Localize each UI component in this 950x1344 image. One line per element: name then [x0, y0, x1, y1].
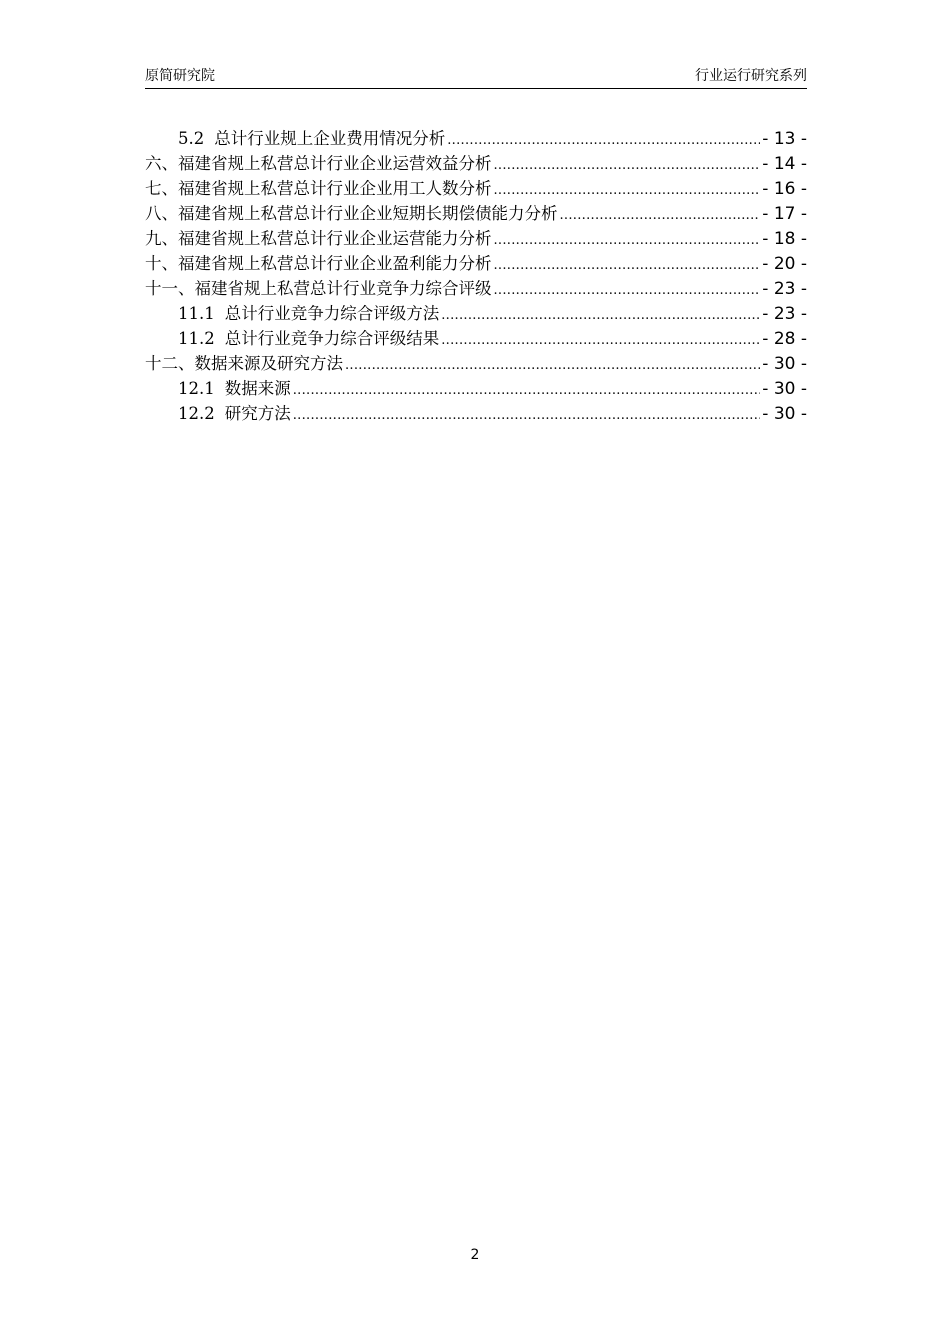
- toc-dot-leader: [447, 128, 760, 153]
- toc-entry-title: 十二、数据来源及研究方法: [145, 354, 343, 373]
- toc-entry-title: 数据来源: [224, 379, 291, 398]
- toc-entry-page: - 30 -: [762, 404, 807, 424]
- toc-dot-leader: [441, 328, 760, 353]
- toc-dot-leader: [494, 253, 761, 278]
- toc-entry-page: - 20 -: [762, 254, 807, 274]
- header-series-title: 行业运行研究系列: [695, 68, 807, 84]
- toc-entry-page: - 28 -: [762, 329, 807, 349]
- toc-entry-number: 11.1: [178, 304, 215, 323]
- toc-entry-title: 十、福建省规上私营总计行业企业盈利能力分析: [145, 254, 492, 273]
- toc-entry-number: 11.2: [178, 329, 215, 348]
- toc-entry-7[interactable]: [145, 176, 807, 201]
- toc-entry-5-2[interactable]: [145, 126, 807, 151]
- toc-dot-leader: [560, 203, 761, 228]
- toc-entry-title: 总计行业竞争力综合评级方法: [224, 304, 440, 323]
- toc-entry-page: - 23 -: [762, 279, 807, 299]
- toc-entry-page: - 23 -: [762, 304, 807, 324]
- toc-entry-title: 九、福建省规上私营总计行业企业运营能力分析: [145, 229, 492, 248]
- toc-entry-page: - 17 -: [762, 204, 807, 224]
- table-of-contents: [145, 126, 807, 426]
- toc-entry-page: - 13 -: [762, 129, 807, 149]
- toc-entry-10[interactable]: [145, 251, 807, 276]
- toc-entry-12[interactable]: [145, 351, 807, 376]
- toc-entry-title: 六、福建省规上私营总计行业企业运营效益分析: [145, 154, 492, 173]
- toc-dot-leader: [494, 178, 761, 203]
- toc-entry-page: - 16 -: [762, 179, 807, 199]
- toc-entry-title: 十一、福建省规上私营总计行业竞争力综合评级: [145, 279, 492, 298]
- toc-entry-11[interactable]: [145, 276, 807, 301]
- toc-entry-title: 八、福建省规上私营总计行业企业短期长期偿债能力分析: [145, 204, 558, 223]
- page-header: [145, 66, 807, 89]
- toc-entry-page: - 14 -: [762, 154, 807, 174]
- toc-entry-page: - 18 -: [762, 229, 807, 249]
- toc-entry-title: 研究方法: [224, 404, 291, 423]
- toc-entry-12-1[interactable]: [145, 376, 807, 401]
- toc-entry-title: 总计行业规上企业费用情况分析: [214, 129, 446, 148]
- toc-entry-page: - 30 -: [762, 379, 807, 399]
- toc-entry-12-2[interactable]: [145, 401, 807, 426]
- header-organization: 原简研究院: [145, 68, 215, 84]
- toc-entry-number: 12.2: [178, 404, 215, 423]
- toc-entry-9[interactable]: [145, 226, 807, 251]
- toc-entry-6[interactable]: [145, 151, 807, 176]
- toc-dot-leader: [293, 403, 761, 428]
- toc-entry-title: 七、福建省规上私营总计行业企业用工人数分析: [145, 179, 492, 198]
- toc-entry-title: 总计行业竞争力综合评级结果: [224, 329, 440, 348]
- toc-dot-leader: [494, 278, 761, 303]
- toc-dot-leader: [494, 153, 761, 178]
- toc-entry-number: 12.1: [178, 379, 215, 398]
- toc-entry-page: - 30 -: [762, 354, 807, 374]
- toc-dot-leader: [494, 228, 761, 253]
- toc-dot-leader: [345, 353, 760, 378]
- toc-entry-11-1[interactable]: [145, 301, 807, 326]
- toc-entry-8[interactable]: [145, 201, 807, 226]
- toc-entry-11-2[interactable]: [145, 326, 807, 351]
- toc-dot-leader: [441, 303, 760, 328]
- toc-dot-leader: [293, 378, 761, 403]
- page-number: 2: [470, 1247, 480, 1263]
- toc-entry-number: 5.2: [178, 129, 205, 148]
